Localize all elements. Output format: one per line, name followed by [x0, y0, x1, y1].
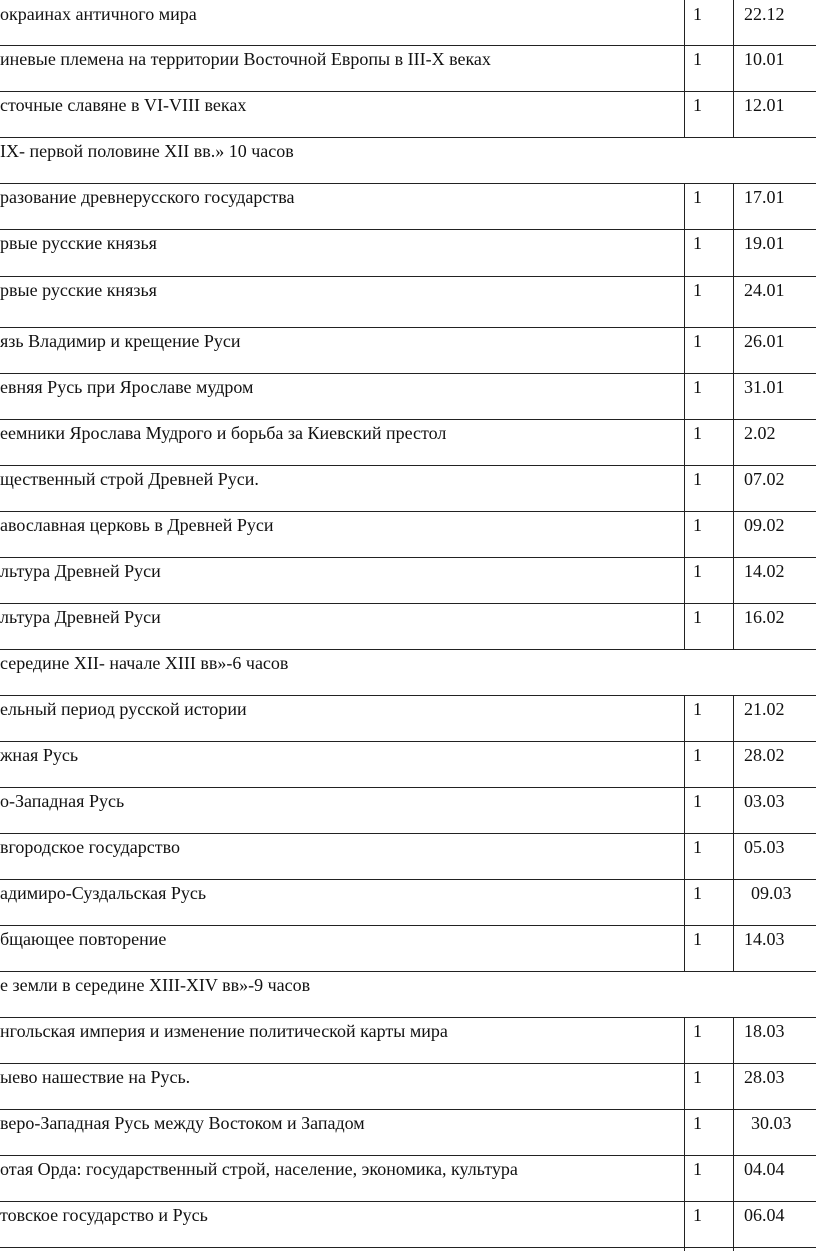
row-divider — [0, 1109, 816, 1110]
column-divider — [733, 879, 734, 925]
section-header-row — [0, 649, 816, 695]
column-divider — [684, 373, 685, 419]
lesson-title: отая Орда: государственный строй, население, экономика, культура — [0, 1159, 518, 1179]
lesson-date: 18.03 — [744, 1021, 785, 1041]
row-divider — [0, 327, 816, 328]
column-divider — [684, 0, 685, 45]
lesson-hours: 1 — [693, 233, 702, 253]
lesson-row — [0, 557, 816, 603]
column-divider — [684, 557, 685, 603]
lesson-row — [0, 183, 816, 229]
lesson-hours: 1 — [693, 561, 702, 581]
column-divider — [733, 45, 734, 91]
lesson-title: разование древнерусского государства — [0, 187, 295, 207]
lesson-date: 14.02 — [744, 561, 785, 581]
column-divider — [733, 91, 734, 137]
lesson-title: окраинах античного мира — [0, 4, 197, 24]
row-divider — [0, 833, 816, 834]
column-divider — [733, 557, 734, 603]
row-divider — [0, 603, 816, 604]
lesson-date: 26.01 — [744, 331, 785, 351]
lesson-title: сточные славяне в VI-VIII веках — [0, 95, 247, 115]
lesson-title: иневые племена на территории Восточной Европы в III-X веках — [0, 49, 491, 69]
row-divider — [0, 511, 816, 512]
row-divider — [0, 879, 816, 880]
column-divider — [684, 183, 685, 229]
lesson-title: ыево нашествие на Русь. — [0, 1067, 191, 1087]
column-divider — [684, 833, 685, 879]
column-divider — [684, 1063, 685, 1109]
lesson-date: 24.01 — [744, 280, 785, 300]
lesson-row — [0, 741, 816, 787]
lesson-title: жная Русь — [0, 745, 79, 765]
column-divider — [684, 1109, 685, 1155]
lesson-hours: 1 — [693, 1159, 702, 1179]
lesson-date: 14.03 — [744, 929, 785, 949]
row-divider — [0, 695, 816, 696]
row-divider — [0, 741, 816, 742]
column-divider — [684, 879, 685, 925]
lesson-title: рвые русские князья — [0, 280, 157, 300]
lesson-row — [0, 45, 816, 91]
section-header-row — [0, 137, 816, 183]
lesson-date: 12.01 — [744, 95, 785, 115]
column-divider — [684, 787, 685, 833]
lesson-title: адимиро-Суздальская Русь — [0, 883, 207, 903]
lesson-hours: 1 — [693, 515, 702, 535]
row-divider — [0, 557, 816, 558]
lesson-title: евняя Русь при Ярославе мудром — [0, 377, 254, 397]
column-divider — [684, 741, 685, 787]
lesson-title: еемники Ярослава Мудрого и борьба за Киевский престол — [0, 423, 447, 443]
lesson-hours: 1 — [693, 699, 702, 719]
section-title: е земли в середине XIII-XIV вв»-9 часов — [0, 975, 311, 995]
column-divider — [684, 45, 685, 91]
lesson-row — [0, 511, 816, 557]
lesson-row — [0, 0, 816, 45]
lesson-title: ельный период русской истории — [0, 699, 247, 719]
lesson-hours: 1 — [693, 187, 702, 207]
lesson-row — [0, 1063, 816, 1109]
lesson-row — [0, 695, 816, 741]
column-divider — [684, 276, 685, 327]
lesson-hours: 1 — [693, 377, 702, 397]
lesson-title: веро-Западная Русь между Востоком и Западом — [0, 1113, 365, 1133]
lesson-row — [0, 1155, 816, 1201]
lesson-title: о-Западная Русь — [0, 791, 125, 811]
row-divider — [0, 373, 816, 374]
column-divider — [733, 833, 734, 879]
lesson-hours: 1 — [693, 1067, 702, 1087]
column-divider — [733, 925, 734, 971]
lesson-title: щественный строй Древней Руси. — [0, 469, 259, 489]
column-divider — [733, 327, 734, 373]
lesson-date: 10.01 — [744, 49, 785, 69]
column-divider — [733, 1017, 734, 1063]
row-divider — [0, 276, 816, 277]
lesson-row — [0, 419, 816, 465]
column-divider — [733, 1063, 734, 1109]
column-divider — [733, 1201, 734, 1251]
lesson-hours: 1 — [693, 469, 702, 489]
section-header-row — [0, 971, 816, 1017]
column-divider — [733, 787, 734, 833]
lesson-hours: 1 — [693, 1205, 702, 1225]
lesson-date: 21.02 — [744, 699, 785, 719]
lesson-date: 03.03 — [744, 791, 785, 811]
lesson-row — [0, 787, 816, 833]
lesson-hours: 1 — [693, 607, 702, 627]
lesson-row — [0, 879, 816, 925]
row-divider — [0, 91, 816, 92]
column-divider — [684, 603, 685, 649]
row-divider — [0, 1201, 816, 1202]
lesson-title: бщающее повторение — [0, 929, 167, 949]
row-divider — [0, 137, 816, 138]
lesson-row — [0, 925, 816, 971]
column-divider — [684, 1201, 685, 1251]
lesson-row — [0, 91, 816, 137]
column-divider — [733, 603, 734, 649]
lesson-row — [0, 276, 816, 327]
lesson-date: 17.01 — [744, 187, 785, 207]
column-divider — [684, 91, 685, 137]
lesson-title: нгольская империя и изменение политической карты мира — [0, 1021, 448, 1041]
lesson-hours: 1 — [693, 929, 702, 949]
lesson-row — [0, 1017, 816, 1063]
row-divider — [0, 925, 816, 926]
lesson-hours: 1 — [693, 4, 702, 24]
lesson-row — [0, 833, 816, 879]
lesson-row — [0, 327, 816, 373]
lesson-date: 30.03 — [751, 1113, 792, 1133]
lesson-hours: 1 — [693, 280, 702, 300]
column-divider — [684, 419, 685, 465]
lesson-hours: 1 — [693, 95, 702, 115]
column-divider — [733, 1109, 734, 1155]
lesson-date: 16.02 — [744, 607, 785, 627]
lesson-date: 09.02 — [744, 515, 785, 535]
row-divider — [0, 649, 816, 650]
row-divider — [0, 1155, 816, 1156]
lesson-title: вгородское государство — [0, 837, 180, 857]
row-divider — [0, 1247, 816, 1248]
column-divider — [733, 741, 734, 787]
column-divider — [684, 925, 685, 971]
lesson-date: 09.03 — [751, 883, 792, 903]
row-divider — [0, 787, 816, 788]
lesson-date: 28.02 — [744, 745, 785, 765]
lesson-date: 04.04 — [744, 1159, 785, 1179]
lesson-date: 06.04 — [744, 1205, 785, 1225]
row-divider — [0, 1017, 816, 1018]
column-divider — [733, 0, 734, 45]
column-divider — [733, 1155, 734, 1201]
column-divider — [684, 465, 685, 511]
lesson-row — [0, 229, 816, 276]
row-divider — [0, 971, 816, 972]
section-title: IX- первой половине XII вв.» 10 часов — [0, 141, 294, 161]
column-divider — [684, 695, 685, 741]
lesson-hours: 1 — [693, 883, 702, 903]
column-divider — [733, 183, 734, 229]
row-divider — [0, 419, 816, 420]
column-divider — [733, 419, 734, 465]
row-divider — [0, 1063, 816, 1064]
lesson-title: льтура Древней Руси — [0, 607, 161, 627]
row-divider — [0, 45, 816, 46]
row-divider — [0, 465, 816, 466]
lesson-row — [0, 603, 816, 649]
column-divider — [733, 276, 734, 327]
column-divider — [684, 229, 685, 276]
lesson-date: 07.02 — [744, 469, 785, 489]
column-divider — [684, 511, 685, 557]
lesson-title: товское государство и Русь — [0, 1205, 208, 1225]
lesson-row — [0, 1109, 816, 1155]
lesson-date: 2.02 — [744, 423, 776, 443]
lesson-hours: 1 — [693, 1113, 702, 1133]
column-divider — [733, 511, 734, 557]
lesson-hours: 1 — [693, 837, 702, 857]
lesson-date: 05.03 — [744, 837, 785, 857]
column-divider — [684, 327, 685, 373]
lesson-date: 28.03 — [744, 1067, 785, 1087]
lesson-title: льтура Древней Руси — [0, 561, 161, 581]
row-divider — [0, 229, 816, 230]
column-divider — [684, 1017, 685, 1063]
lesson-date: 19.01 — [744, 233, 785, 253]
lesson-date: 22.12 — [744, 4, 785, 24]
column-divider — [733, 373, 734, 419]
column-divider — [733, 229, 734, 276]
lesson-title: авославная церковь в Древней Руси — [0, 515, 274, 535]
lesson-date: 31.01 — [744, 377, 785, 397]
lesson-row — [0, 465, 816, 511]
lesson-hours: 1 — [693, 1021, 702, 1041]
lesson-title: рвые русские князья — [0, 233, 157, 253]
row-divider — [0, 183, 816, 184]
lesson-hours: 1 — [693, 49, 702, 69]
lesson-hours: 1 — [693, 423, 702, 443]
section-title: середине XII- начале XIII вв»-6 часов — [0, 653, 289, 673]
lesson-hours: 1 — [693, 791, 702, 811]
lesson-hours: 1 — [693, 745, 702, 765]
column-divider — [733, 695, 734, 741]
lesson-hours: 1 — [693, 331, 702, 351]
lesson-row — [0, 373, 816, 419]
lesson-row — [0, 1201, 816, 1251]
column-divider — [684, 1155, 685, 1201]
lesson-title: язь Владимир и крещение Руси — [0, 331, 241, 351]
column-divider — [733, 465, 734, 511]
